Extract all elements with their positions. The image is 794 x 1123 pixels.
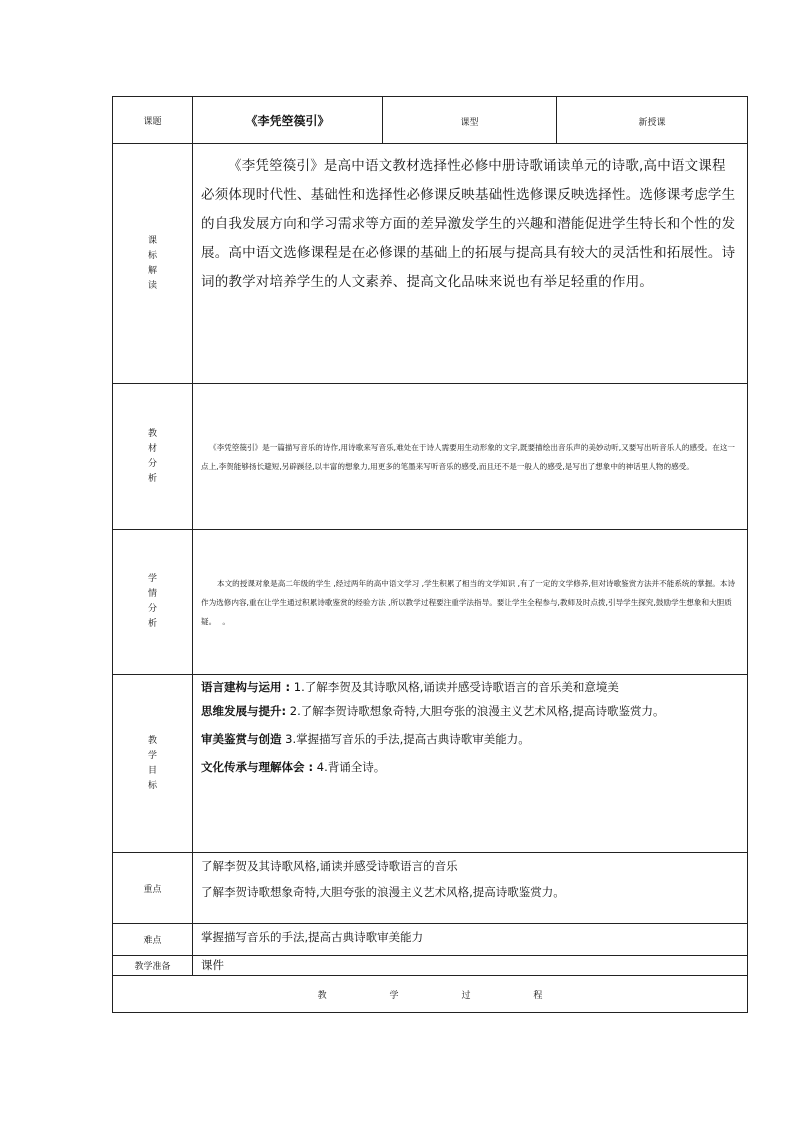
key-point-line: 了解李贺及其诗歌风格,诵读并感受诗歌语言的音乐	[201, 859, 458, 873]
key-point-line: 了解李贺诗歌想象奇特,大胆夸张的浪漫主义艺术风格,提高诗歌鉴赏力。	[201, 885, 565, 899]
textbook-label	[113, 384, 193, 530]
goal-item	[201, 699, 739, 723]
process-char: 教	[317, 990, 327, 1001]
preparation-label: 教学准备	[113, 956, 193, 976]
textbook-label-char: 析	[147, 473, 157, 484]
goal-item	[201, 755, 739, 779]
standards-label	[113, 144, 193, 384]
students-content	[193, 530, 748, 675]
textbook-content	[193, 384, 748, 530]
goals-label-char: 学	[147, 750, 157, 761]
difficulty-label: 难点	[113, 924, 193, 956]
students-label-char: 情	[147, 589, 157, 599]
key-points-label: 重点	[113, 853, 193, 924]
students-row	[113, 530, 748, 675]
standards-content	[193, 144, 748, 384]
students-label-char: 学	[147, 574, 157, 584]
difficulty-text: 掌握描写音乐的手法,提高古典诗歌审美能力	[201, 930, 424, 944]
goal-heading: 审美鉴赏与创造	[201, 732, 282, 746]
goal-text: 4.背诵全诗。	[316, 760, 386, 774]
goals-row	[113, 675, 748, 853]
key-points-content	[193, 853, 748, 924]
goal-text: 2.了解李贺诗歌想象奇特,大胆夸张的浪漫主义艺术风格,提高诗歌鉴赏力。	[289, 704, 665, 718]
students-label-char: 分	[147, 604, 157, 614]
students-text: 本文的授课对象是高二年级的学生 ,经过两年的高中语文学习 ,学生积累了相当的文学知识 ,有了一定的文学修养,但对诗歌鉴赏方法并不能系统的掌握。本诗作为选修内容,重在让学生通过积累诗歌鉴赏的经验方法 ,所以教学过程要注重学法指导。要让学生全程参与,教师及时点拨,引导学生探究,鼓励学生想象和大胆质疑。	[201, 578, 736, 626]
standards-label-char: 标	[147, 250, 157, 261]
goal-text: 1.了解李贺及其诗歌风格,诵读并感受诗歌语言的音乐美和意境美	[293, 680, 619, 694]
goal-item	[201, 727, 739, 751]
topic-value: 《李凭箜篌引》	[193, 97, 383, 144]
goals-label	[113, 675, 193, 853]
standards-row	[113, 144, 748, 384]
goal-item	[201, 675, 739, 699]
standards-label-char: 解	[147, 265, 157, 276]
standards-label-char: 读	[147, 280, 157, 291]
key-points-row	[113, 853, 748, 924]
preparation-text: 课件	[201, 958, 224, 972]
process-heading	[113, 976, 748, 1013]
textbook-row	[113, 384, 748, 530]
topic-label: 课题	[113, 97, 193, 144]
process-row	[113, 976, 748, 1013]
process-char: 程	[533, 990, 543, 1001]
students-label	[113, 530, 193, 675]
difficulty-row	[113, 924, 748, 956]
students-trailing-mark: 。	[222, 616, 230, 626]
type-value: 新授课	[557, 97, 748, 144]
goal-text: 3.掌握描写音乐的手法,提高古典诗歌审美能力。	[285, 732, 530, 746]
goals-label-char: 教	[147, 735, 157, 746]
preparation-row	[113, 956, 748, 976]
goal-heading: 思维发展与提升:	[201, 704, 287, 718]
goals-label-char: 目	[147, 765, 157, 776]
standards-text: 《李凭箜篌引》是高中语文教材选择性必修中册诗歌诵读单元的诗歌,高中语文课程必须体现时代性、基础性和选择性必修课反映基础性选修课反映选择性。选修课考虑学生的自我发展方向和学习需求等方面的差异激发学生的兴趣和潜能促进学生特长和个性的发展。高中语文选修课程是在必修课的基础上的拓展与提高具有较大的灵活性和拓展性。诗词的教学对培养学生的人文素养、提高文化品味来说也有举足轻重的作用。	[201, 158, 736, 290]
lesson-plan-table	[112, 96, 748, 1013]
process-char: 学	[389, 990, 399, 1001]
preparation-content	[193, 956, 748, 976]
textbook-label-char: 材	[147, 443, 157, 454]
textbook-label-char: 教	[147, 428, 157, 439]
goal-heading: 文化传承与理解体会 :	[201, 760, 314, 774]
difficulty-content	[193, 924, 748, 956]
type-label: 课型	[383, 97, 557, 144]
process-char: 过	[461, 990, 471, 1001]
students-label-char: 析	[147, 619, 157, 629]
textbook-label-char: 分	[147, 458, 157, 469]
standards-label-char: 课	[147, 235, 157, 246]
textbook-text: 《李凭箜篌引》是一篇描写音乐的诗作,用诗歌来写音乐,难处在于诗人需要用生动形象的文字,既要描绘出音乐声的美妙动听,又要写出听音乐人的感受。在这一点上,李贺能够扬长避短,另辟蹊径,以丰富的想象力,用更多的笔墨来写听音乐的感受,而且还不是一般人的感受,是写出了想象中的神话里人物的感受。	[201, 442, 736, 471]
goals-content	[193, 675, 748, 853]
goals-label-char: 标	[147, 780, 157, 791]
goal-heading: 语言建构与运用 :	[201, 680, 291, 694]
header-row	[113, 97, 748, 144]
